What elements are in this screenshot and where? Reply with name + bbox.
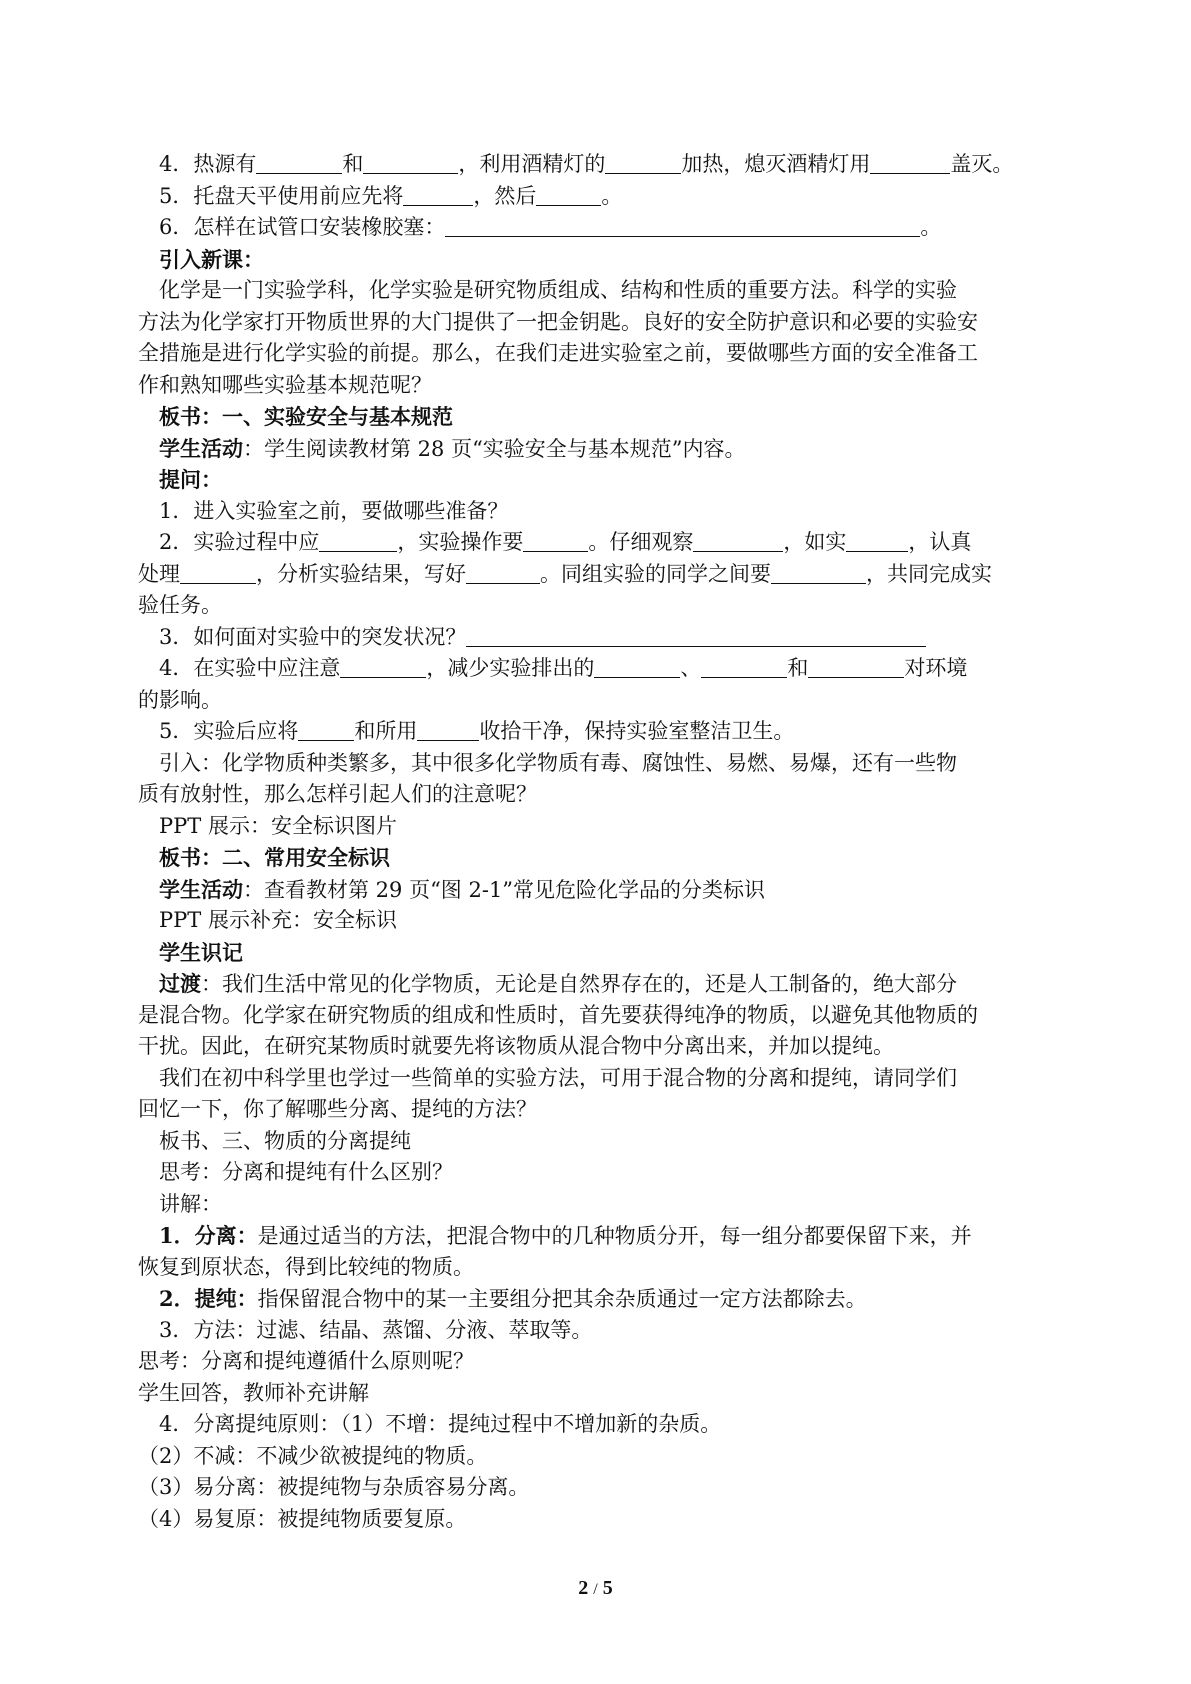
principle-line: 4．分离提纯原则：（1）不增：提纯过程中不增加新的杂质。	[159, 1412, 722, 1436]
paragraph-line: 方法为化学家打开物质世界的大门提供了一把金钥匙。良好的安全防护意识和必要的实验安	[138, 309, 978, 334]
review-question-5: 5．托盘天平使用前应先将 ，然后 。	[159, 183, 623, 208]
answer-blank	[771, 561, 866, 584]
question-line: 3．如何面对实验中的突发状况？	[138, 622, 1098, 654]
question-line: 的影响。	[138, 687, 222, 712]
memo-heading: 学生识记	[159, 939, 243, 965]
answer-blank	[363, 151, 458, 174]
paragraph-line: 是混合物。化学家在研究物质的组成和性质时，首先要获得纯净的物质，以避免其他物质的	[138, 1002, 978, 1027]
explain-heading: 讲解：	[159, 1191, 222, 1216]
paragraph-line: 化学是一门实验学科，化学实验是研究物质组成、结构和性质的重要方法。科学的实验	[159, 278, 957, 302]
answer-blank	[846, 529, 908, 552]
answer-blank	[298, 718, 354, 741]
answer-blank	[417, 718, 479, 741]
answer-blank	[256, 151, 342, 174]
paragraph-line: 引入：化学物质种类繁多，其中很多化学物质有毒、腐蚀性、易燃、易爆，还有一些物	[159, 750, 957, 775]
paragraph-line: 全措施是进行化学实验的前提。那么，在我们走进实验室之前，要做哪些方面的安全准备工	[138, 341, 978, 365]
question-line: 5．实验后应将 和所用 收拾干净，保持实验室整洁卫生。	[159, 719, 795, 743]
question-line: 4．在实验中应注意 ，减少实验排出的 、 和 对环境	[159, 656, 968, 680]
principle-line: （3）易分离：被提纯物与杂质容易分离。	[138, 1475, 530, 1499]
answer-blank	[445, 214, 920, 237]
review-question-6: 6．怎样在试管口安装橡胶塞： 。	[159, 215, 942, 239]
board-heading: 板书：二、常用安全标识	[159, 845, 390, 870]
answer-blank	[701, 655, 787, 678]
paragraph-line: 恢复到原状态，得到比较纯的物质。	[138, 1254, 474, 1279]
answer-blank	[403, 183, 473, 206]
answer-blank	[870, 151, 950, 174]
student-activity: 学生活动：查看教材第 29 页“图 2-1”常见危险化学品的分类标识	[159, 876, 766, 902]
question-line: 验任务。	[138, 593, 222, 617]
answer-blank	[180, 561, 256, 584]
paragraph-line: 我们在初中科学里也学过一些简单的实验方法，可用于混合物的分离和提纯，请同学们	[159, 1065, 957, 1090]
question-line: 处理 ，分析实验结果，写好 。同组实验的同学之间要 ，共同完成实	[138, 561, 992, 586]
answer-blank	[466, 561, 540, 584]
principle-line: （4）易复原：被提纯物质要复原。	[138, 1506, 467, 1531]
principle-line: （2）不减：不减少欲被提纯的物质。	[138, 1443, 488, 1468]
paragraph-line: 回忆一下，你了解哪些分离、提纯的方法？	[138, 1097, 537, 1121]
answer-blank	[605, 151, 681, 174]
page-number: 2 / 5	[578, 1577, 613, 1599]
answer-blank	[340, 655, 426, 678]
review-question-4: 4．热源有 和 ，利用酒精灯的 加热，熄灭酒精灯用 盖灭。	[159, 152, 1014, 176]
definition-separation: 1．分离：是通过适当的方法，把混合物中的几种物质分开，每一组分都要保留下来，并	[159, 1223, 972, 1248]
intro-heading: 引入新课：	[159, 246, 264, 272]
ppt-note: PPT 展示：安全标识图片	[159, 813, 397, 838]
board-heading: 板书：一、实验安全与基本规范	[159, 404, 453, 429]
answer-blank	[523, 529, 588, 552]
answer-blank	[466, 624, 926, 647]
answer-blank	[693, 529, 783, 552]
answer-blank	[536, 183, 601, 206]
board-heading: 板书、三、物质的分离提纯	[159, 1128, 411, 1153]
methods-line: 3．方法：过滤、结晶、蒸馏、分液、萃取等。	[159, 1317, 593, 1342]
definition-purification: 2．提纯：指保留混合物中的某一主要组分把其余杂质通过一定方法都除去。	[159, 1286, 867, 1311]
student-activity: 学生活动：学生阅读教材第 28 页“实验安全与基本规范”内容。	[159, 435, 746, 461]
paragraph-line: 质有放射性，那么怎样引起人们的注意呢？	[138, 782, 537, 806]
think-line: 思考：分离和提纯有什么区别？	[159, 1160, 453, 1184]
document-body	[138, 149, 1098, 1535]
think-line: 思考：分离和提纯遵循什么原则呢？	[138, 1349, 474, 1373]
paragraph-line: 作和熟知哪些实验基本规范呢？	[138, 372, 432, 397]
question-line: 1．进入实验室之前，要做哪些准备？	[159, 498, 509, 523]
paragraph-line: 学生回答，教师补充讲解	[138, 1380, 369, 1405]
paragraph-line: 干扰。因此，在研究某物质时就要先将该物质从混合物中分离出来，并加以提纯。	[138, 1034, 894, 1058]
answer-blank	[808, 655, 904, 678]
ask-heading: 提问：	[159, 467, 222, 492]
answer-blank	[594, 655, 680, 678]
ppt-note: PPT 展示补充：安全标识	[159, 908, 397, 932]
answer-blank	[319, 529, 397, 552]
paragraph-line: 过渡：我们生活中常见的化学物质，无论是自然界存在的，还是人工制备的，绝大部分	[159, 971, 957, 996]
question-line: 2．实验过程中应 ，实验操作要 。仔细观察 ，如实 ，认真	[159, 530, 972, 554]
